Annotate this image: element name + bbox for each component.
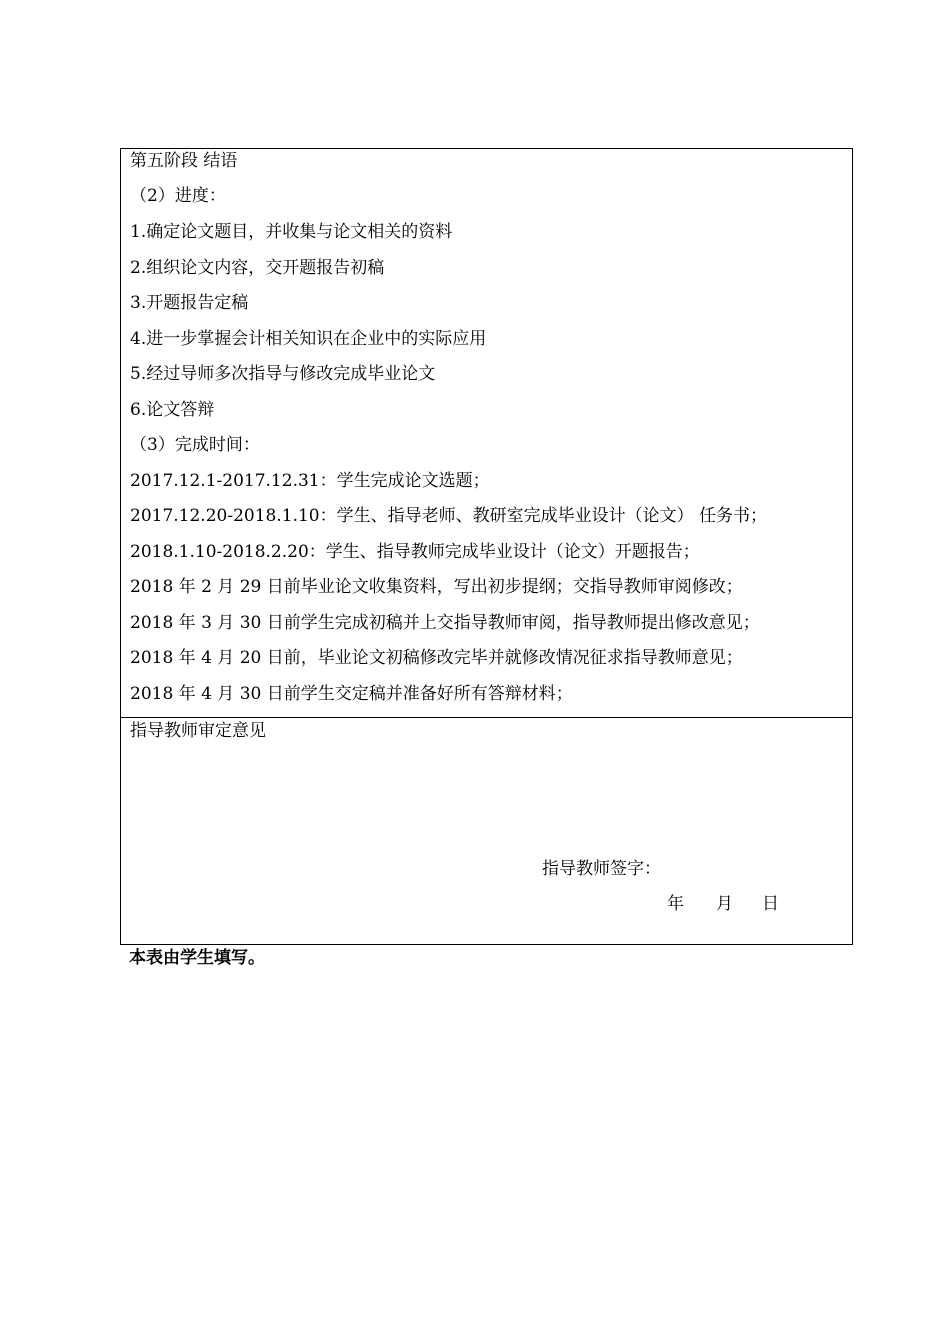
date-year-label: 年 xyxy=(667,894,684,914)
review-form-table xyxy=(120,148,853,945)
progress-item: 4.进一步掌握会计相关知识在企业中的实际应用 xyxy=(130,329,487,349)
signature-label: 指导教师签字： xyxy=(542,859,661,879)
progress-item: 1.确定论文题目，并收集与论文相关的资料 xyxy=(130,222,453,242)
schedule-item: 2018 年 2 月 29 日前毕业论文收集资料，写出初步提纲；交指导教师审阅修改； xyxy=(130,577,743,597)
schedule-item: 2017.12.20-2018.1.10：学生、指导老师、教研室完成毕业设计（论文） 任务书； xyxy=(130,506,768,526)
progress-heading: （2）进度： xyxy=(130,186,226,206)
progress-item: 6.论文答辩 xyxy=(130,400,215,420)
schedule-item: 2017.12.1-2017.12.31：学生完成论文选题； xyxy=(130,471,490,491)
progress-section xyxy=(121,149,852,718)
progress-item: 3.开题报告定稿 xyxy=(130,293,249,313)
stage-title: 第五阶段 结语 xyxy=(130,151,238,171)
schedule-item: 2018 年 4 月 20 日前，毕业论文初稿修改完毕并就修改情况征求指导教师意见； xyxy=(130,648,743,668)
schedule-item: 2018.1.10-2018.2.20：学生、指导教师完成毕业设计（论文）开题报告； xyxy=(130,542,700,562)
progress-item: 2.组织论文内容，交开题报告初稿 xyxy=(130,258,385,278)
opinion-title: 指导教师审定意见 xyxy=(130,721,266,741)
time-heading: （3）完成时间： xyxy=(130,435,260,455)
advisor-opinion-section xyxy=(121,718,852,944)
footer-note: 本表由学生填写。 xyxy=(129,948,265,968)
schedule-item: 2018 年 3 月 30 日前学生完成初稿并上交指导教师审阅，指导教师提出修改意见； xyxy=(130,613,760,633)
date-month-label: 月 xyxy=(716,894,733,914)
schedule-item: 2018 年 4 月 30 日前学生交定稿并准备好所有答辩材料； xyxy=(130,684,573,704)
progress-item: 5.经过导师多次指导与修改完成毕业论文 xyxy=(130,364,436,384)
date-day-label: 日 xyxy=(762,894,779,914)
